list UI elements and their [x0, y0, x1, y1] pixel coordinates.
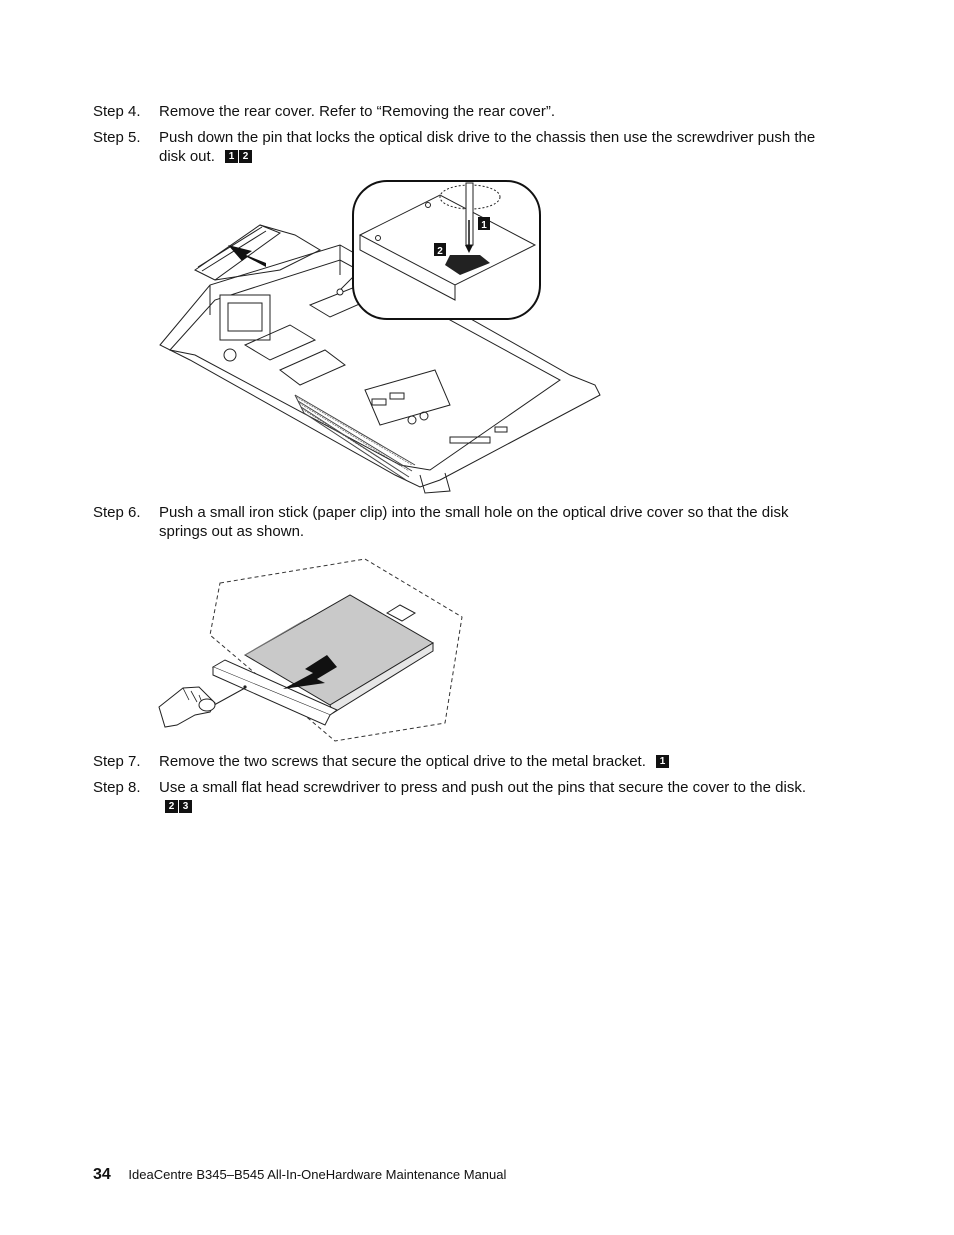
step-number: Step 4. — [93, 103, 141, 120]
step-text-wrap — [159, 128, 839, 166]
step-number: Step 6. — [93, 504, 141, 521]
callout-group — [165, 800, 192, 813]
disk-eject-illustration — [155, 555, 470, 745]
callout-3: 3 — [179, 800, 192, 813]
callout-group — [225, 150, 252, 163]
step-text: Push a small iron stick (paper clip) into the small hole on the optical drive cover so that the disk springs out as shown. — [159, 504, 789, 540]
page-footer — [93, 1166, 506, 1184]
step-text-wrap — [159, 752, 839, 771]
callout-1: 1 — [656, 755, 669, 768]
step-text-wrap — [159, 778, 839, 816]
step-text: Remove the rear cover. Refer to “Removing the rear cover”. — [159, 103, 555, 120]
page-number: 34 — [93, 1166, 111, 1183]
step-number: Step 5. — [93, 129, 141, 146]
step-number: Step 8. — [93, 779, 141, 796]
step-text: Remove the two screws that secure the optical drive to the metal bracket. — [159, 753, 646, 770]
manual-title: IdeaCentre B345–B545 All-In-OneHardware Maintenance Manual — [128, 1167, 507, 1182]
callout-2: 2 — [165, 800, 178, 813]
step-text: Use a small flat head screwdriver to press and push out the pins that secure the cover to the disk. — [159, 779, 806, 796]
figure-callout-1: 1 — [481, 220, 487, 231]
callout-group — [656, 755, 669, 768]
figure-callout-2: 2 — [437, 246, 443, 257]
callout-2: 2 — [239, 150, 252, 163]
step-number: Step 7. — [93, 753, 141, 770]
callout-1: 1 — [225, 150, 238, 163]
optical-drive-removal-illustration — [150, 175, 610, 495]
step-text: Push down the pin that locks the optical disk drive to the chassis then use the screwdriver push the disk out. — [159, 129, 816, 165]
